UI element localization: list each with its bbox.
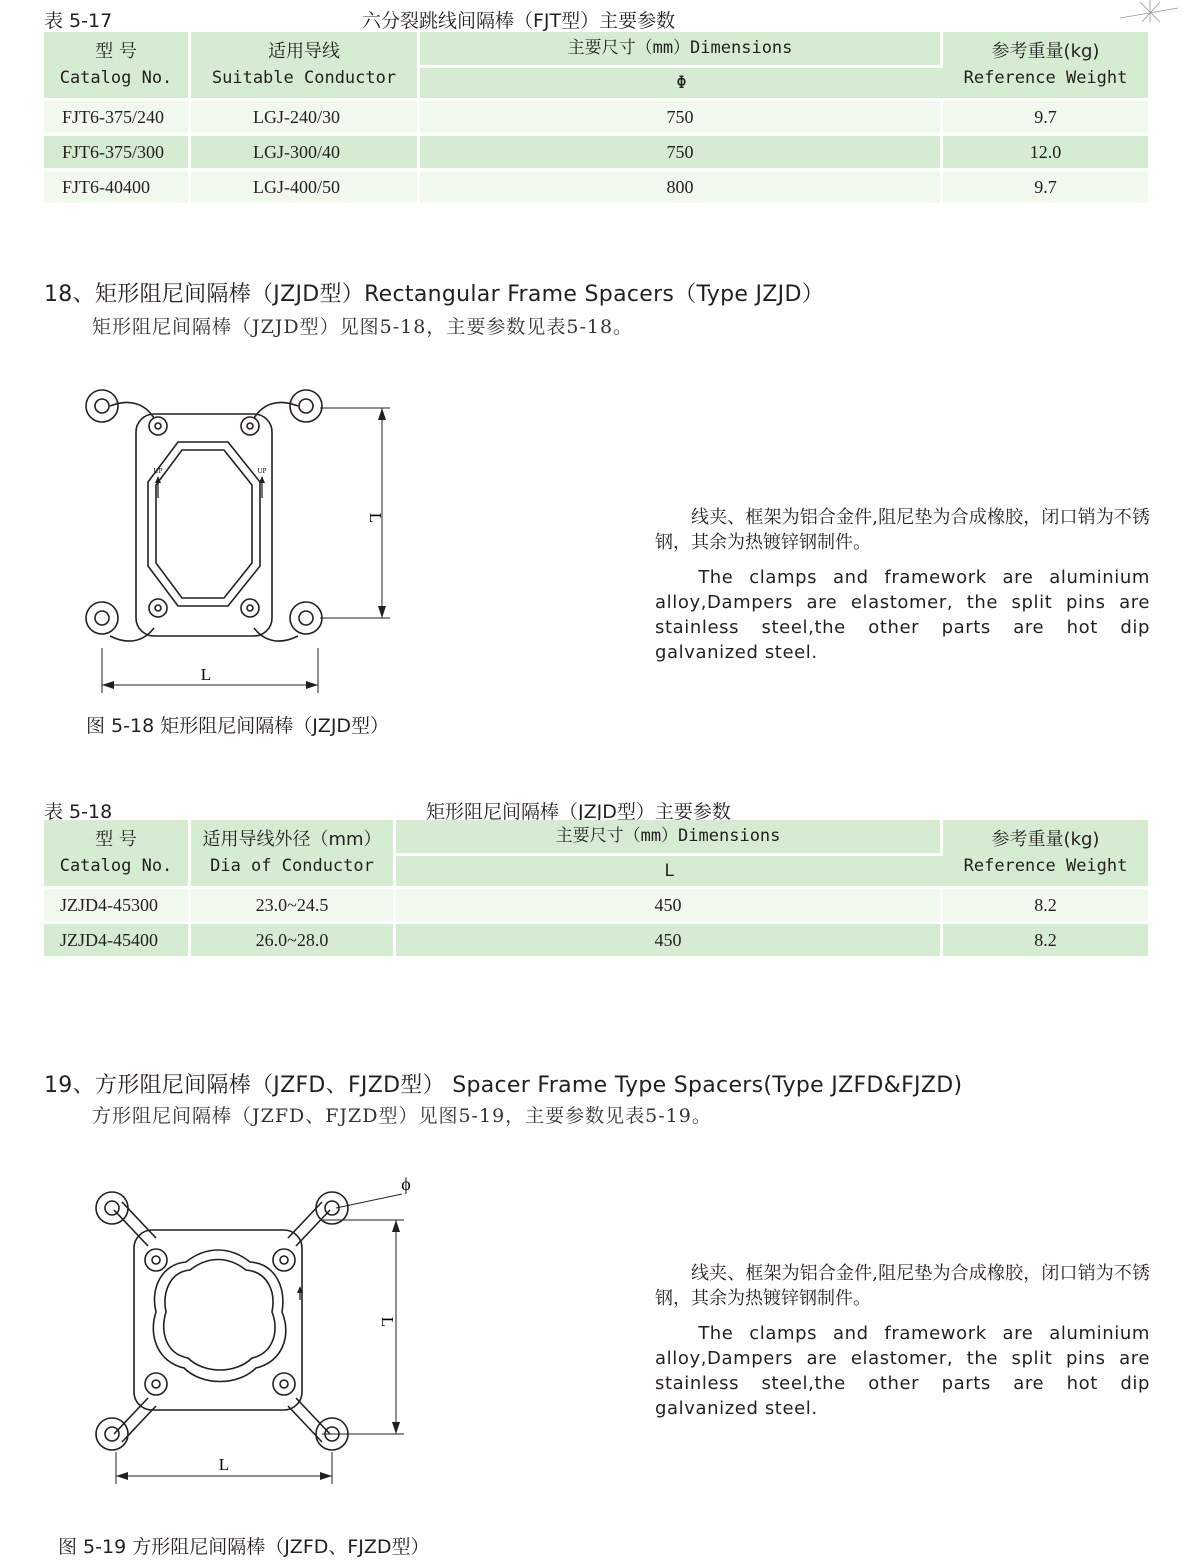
header-dimensions: 主要尺寸（mm）Dimensions: [420, 32, 943, 68]
section-19-description-en: The clamps and framework are aluminium alloy,Dampers are elastomer, the split pins are stainless steel,the other parts are hot dip galvanized steel.: [655, 1323, 1150, 1419]
table-row: [44, 924, 1148, 959]
table-5-18-title: 矩形阻尼间隔棒（JZJD型）主要参数: [426, 801, 731, 823]
figure-5-18-drawing: [70, 378, 410, 698]
cell-catalog: FJT6-375/300: [44, 136, 191, 171]
header-catalog-en: Catalog No.: [59, 68, 173, 88]
header-conductor-en: Dia of Conductor: [210, 856, 374, 876]
cell-dimension: 750: [420, 136, 943, 171]
cell-dimension: 450: [396, 889, 943, 924]
section-18-description-zh: 线夹、框架为铝合金件,阻尼垫为合成橡胶，闭口销为不锈钢，其余为热镀锌钢制件。: [655, 507, 1150, 553]
cell-dimension: 450: [396, 924, 943, 959]
cell-catalog: FJT6-40400: [44, 171, 191, 206]
header-catalog-zh: 型 号: [95, 829, 137, 850]
fig18-dim-h-label: L: [200, 665, 212, 684]
header-dimension-symbol: L: [396, 856, 943, 889]
table-5-18: [44, 820, 1148, 959]
cell-catalog: JZJD4-45300: [44, 889, 191, 924]
table-row: [44, 889, 1148, 924]
header-weight-zh: 参考重量(kg): [991, 41, 1100, 62]
header-conductor: [191, 32, 420, 101]
figure-5-18-caption: 图 5-18 矩形阻尼间隔棒（JZJD型）: [86, 715, 390, 737]
section-18-heading: 18、矩形阻尼间隔棒（JZJD型）Rectangular Frame Spacers（Type JZJD）: [44, 282, 825, 307]
cell-conductor: LGJ-240/30: [191, 101, 420, 136]
header-conductor-zh: 适用导线: [268, 41, 340, 62]
section-19-description-zh: 线夹、框架为铝合金件,阻尼垫为合成橡胶，闭口销为不锈钢，其余为热镀锌钢制件。: [655, 1263, 1150, 1309]
header-dimension-symbol: Φ: [420, 68, 943, 101]
cell-conductor: 23.0~24.5: [191, 889, 396, 924]
header-catalog: [44, 32, 191, 101]
header-weight: [943, 820, 1148, 889]
section-18-description-en: The clamps and framework are aluminium alloy,Dampers are elastomer, the split pins are stainless steel,the other parts are hot dip galvanized steel.: [655, 567, 1150, 663]
section-18-subtitle: 矩形阻尼间隔棒（JZJD型）见图5-18，主要参数见表5-18。: [92, 316, 634, 338]
cell-weight: 12.0: [943, 136, 1148, 171]
header-catalog-en: Catalog No.: [59, 856, 173, 876]
cell-weight: 9.7: [943, 171, 1148, 206]
header-conductor-diameter: [191, 820, 396, 889]
cell-weight: 8.2: [943, 924, 1148, 959]
figure-5-19-caption: 图 5-19 方形阻尼间隔棒（JZFD、FJZD型）: [58, 1536, 430, 1558]
header-catalog: [44, 820, 191, 889]
cell-conductor: LGJ-300/40: [191, 136, 420, 171]
cell-conductor: 26.0~28.0: [191, 924, 396, 959]
cell-dimension: 750: [420, 101, 943, 136]
header-catalog-zh: 型 号: [95, 41, 137, 62]
cell-catalog: FJT6-375/240: [44, 101, 191, 136]
table-5-17-label: 表 5-17: [44, 10, 113, 32]
corner-decoration: [1120, 0, 1180, 24]
fig18-up-mark-right: UP: [257, 467, 267, 475]
table-row: [44, 171, 1148, 206]
cell-catalog: JZJD4-45400: [44, 924, 191, 959]
fig18-up-mark-left: UP: [153, 467, 163, 475]
cell-weight: 9.7: [943, 101, 1148, 136]
section-19-subtitle: 方形阻尼间隔棒（JZFD、FJZD型）见图5-19，主要参数见表5-19。: [92, 1105, 712, 1127]
fig18-dim-v-label: L: [366, 512, 385, 524]
table-5-18-label: 表 5-18: [44, 801, 113, 823]
header-weight-zh: 参考重量(kg): [991, 829, 1100, 850]
header-conductor-zh: 适用导线外径（mm）: [202, 829, 382, 850]
header-dimensions: 主要尺寸（mm）Dimensions: [396, 820, 943, 856]
cell-conductor: LGJ-400/50: [191, 171, 420, 206]
header-weight-en: Reference Weight: [963, 856, 1128, 876]
table-5-17-title: 六分裂跳线间隔棒（FJT型）主要参数: [362, 10, 676, 32]
table-5-17: [44, 32, 1148, 206]
figure-5-19-drawing: [86, 1172, 426, 1492]
cell-weight: 8.2: [943, 889, 1148, 924]
section-19-heading: 19、方形阻尼间隔棒（JZFD、FJZD型） Spacer Frame Type Spacers(Type JZFD&FJZD): [44, 1073, 963, 1098]
fig19-dim-v-label: L: [378, 1316, 397, 1328]
fig19-dim-phi-label: ϕ: [401, 1174, 411, 1194]
table-row: [44, 101, 1148, 136]
header-conductor-en: Suitable Conductor: [211, 68, 397, 88]
header-weight-en: Reference Weight: [963, 68, 1128, 88]
table-row: [44, 136, 1148, 171]
header-weight: [943, 32, 1148, 101]
cell-dimension: 800: [420, 171, 943, 206]
fig19-dim-h-label: L: [218, 1455, 230, 1474]
